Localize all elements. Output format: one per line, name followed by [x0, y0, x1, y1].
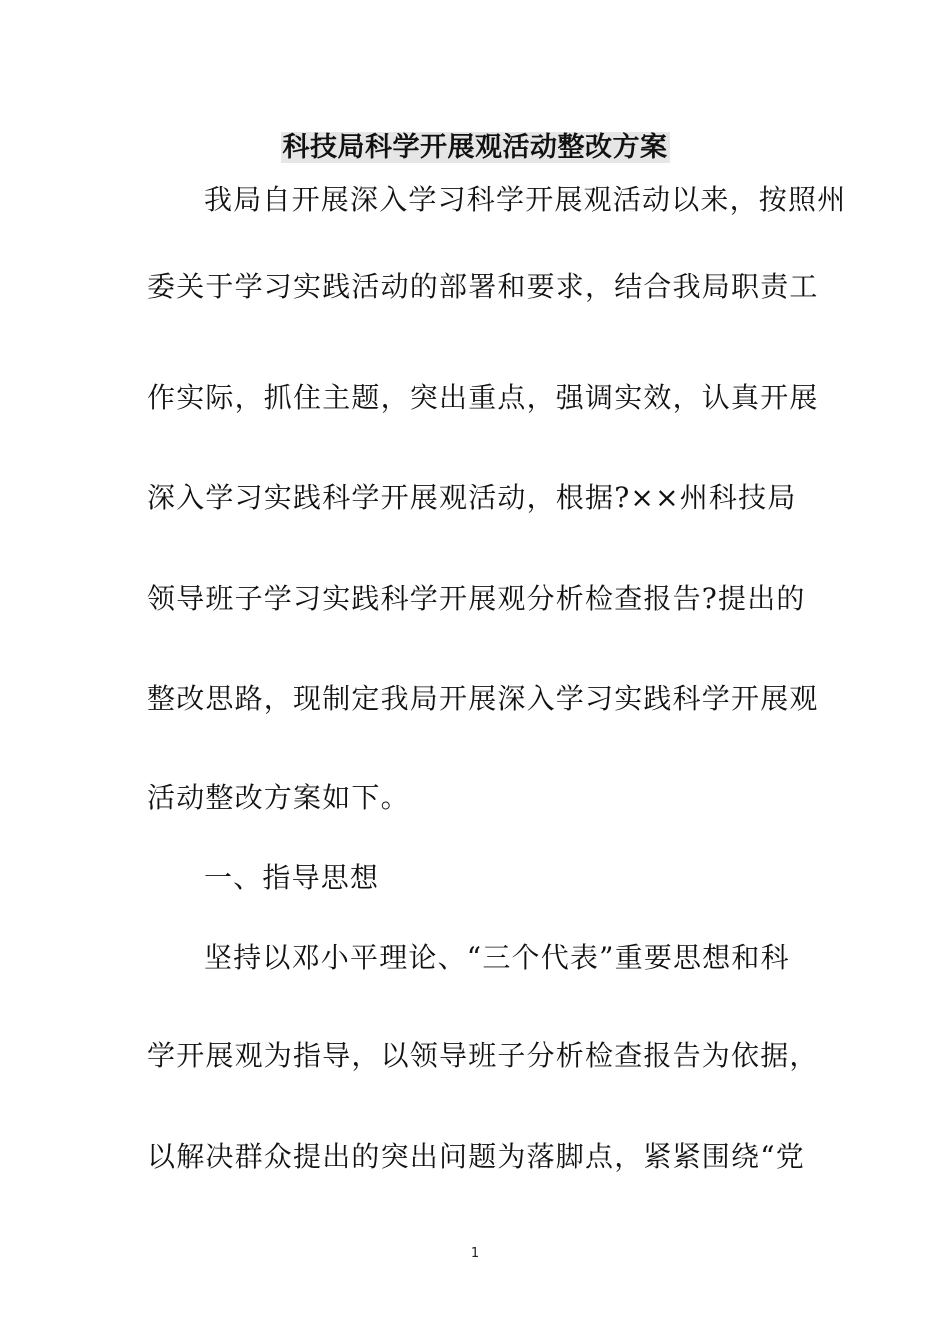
page-number: 1 — [470, 1246, 480, 1261]
paragraph-line-9: 学开展观为指导，以领导班子分析检查报告为依据， — [147, 1039, 819, 1072]
paragraph-line-8: 坚持以邓小平理论、“三个代表”重要思想和科 — [204, 941, 790, 974]
paragraph-line-10: 以解决群众提出的突出问题为落脚点，紧紧围绕“党 — [147, 1140, 805, 1173]
paragraph-line-7: 活动整改方案如下。 — [147, 781, 410, 814]
paragraph-line-1: 我局自开展深入学习科学开展观活动以来，按照州 — [204, 183, 847, 216]
paragraph-line-5: 领导班子学习实践科学开展观分析检查报告?提出的 — [147, 582, 806, 615]
title-text: 科技局科学开展观活动整改方案 — [282, 132, 668, 163]
paragraph-line-2: 委关于学习实践活动的部署和要求，结合我局职责工 — [147, 270, 819, 303]
document-title — [0, 128, 950, 168]
paragraph-line-4: 深入学习实践科学开展观活动，根据?××州科技局 — [147, 481, 797, 514]
paragraph-line-3: 作实际，抓住主题，突出重点，强调实效，认真开展 — [147, 381, 819, 414]
section-heading-guiding-thought: 一、指导思想 — [204, 861, 380, 894]
paragraph-line-6: 整改思路，现制定我局开展深入学习实践科学开展观 — [147, 682, 819, 715]
